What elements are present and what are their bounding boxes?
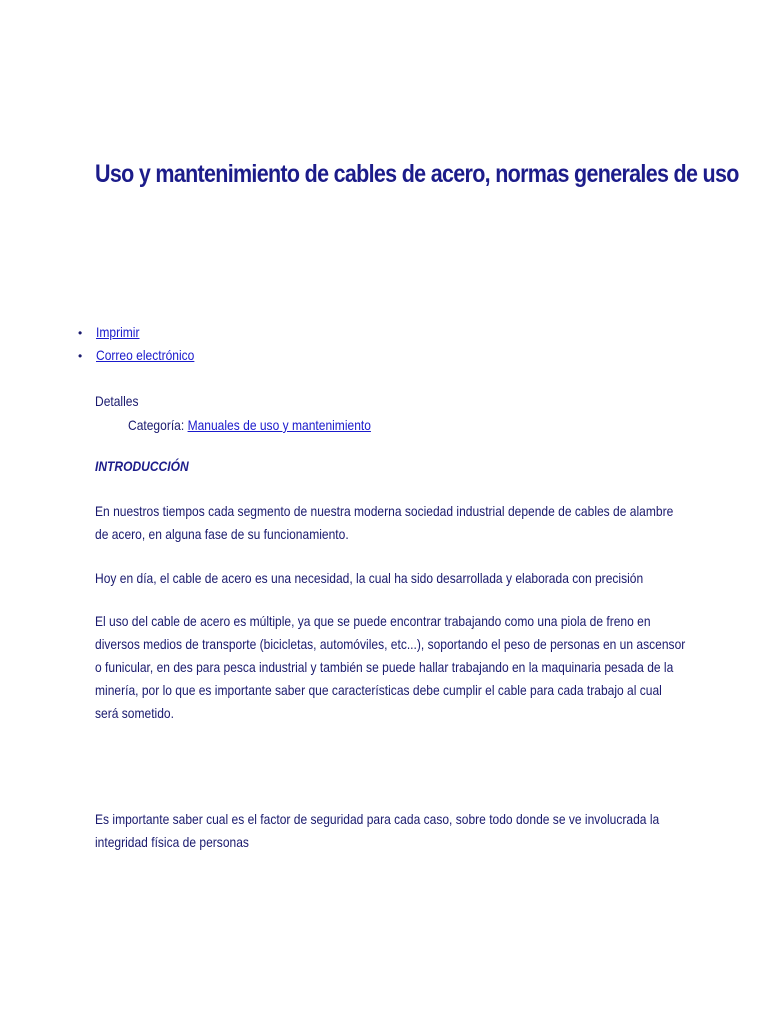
paragraph: Hoy en día, el cable de acero es una necesidad, la cual ha sido desarrollada y elaborada con precisión [95,570,644,586]
action-item-print [78,322,210,345]
intro-heading: INTRODUCCIÓN [95,458,189,474]
paragraph: El uso del cable de acero es múltiple, ya que se puede encontrar trabajando como una piola de freno en diversos medios de transporte (bicicletas, automóviles, etc...), soportando el peso de personas en un ascensor o funicular, en des para pesca industrial y también se puede hallar trabajando en la maquinaria pesada de la minería, por lo que es importante saber que características debe cumplir el cable para cada trabajo al cual será sometido. [95,613,686,721]
bullet-icon: • [78,349,83,363]
bullet-icon: • [78,326,83,340]
email-link[interactable]: Correo electrónico [96,347,195,363]
article-title: Uso y mantenimiento de cables de acero, normas generales de uso [95,160,739,188]
action-item-email [78,345,210,368]
category-line [128,414,371,437]
print-link[interactable]: Imprimir [96,324,140,340]
article-actions [78,322,210,368]
category-link[interactable]: Manuales de uso y mantenimiento [187,417,371,433]
paragraph: Es importante saber cual es el factor de seguridad para cada caso, sobre todo donde se ve involucrada la integridad física de personas [95,811,660,850]
paragraph: En nuestros tiempos cada segmento de nuestra moderna sociedad industrial depende de cables de alambre de acero, en alguna fase de su funcionamiento. [95,503,674,542]
details-label: Detalles [95,393,139,409]
category-label: Categoría: [128,417,185,433]
